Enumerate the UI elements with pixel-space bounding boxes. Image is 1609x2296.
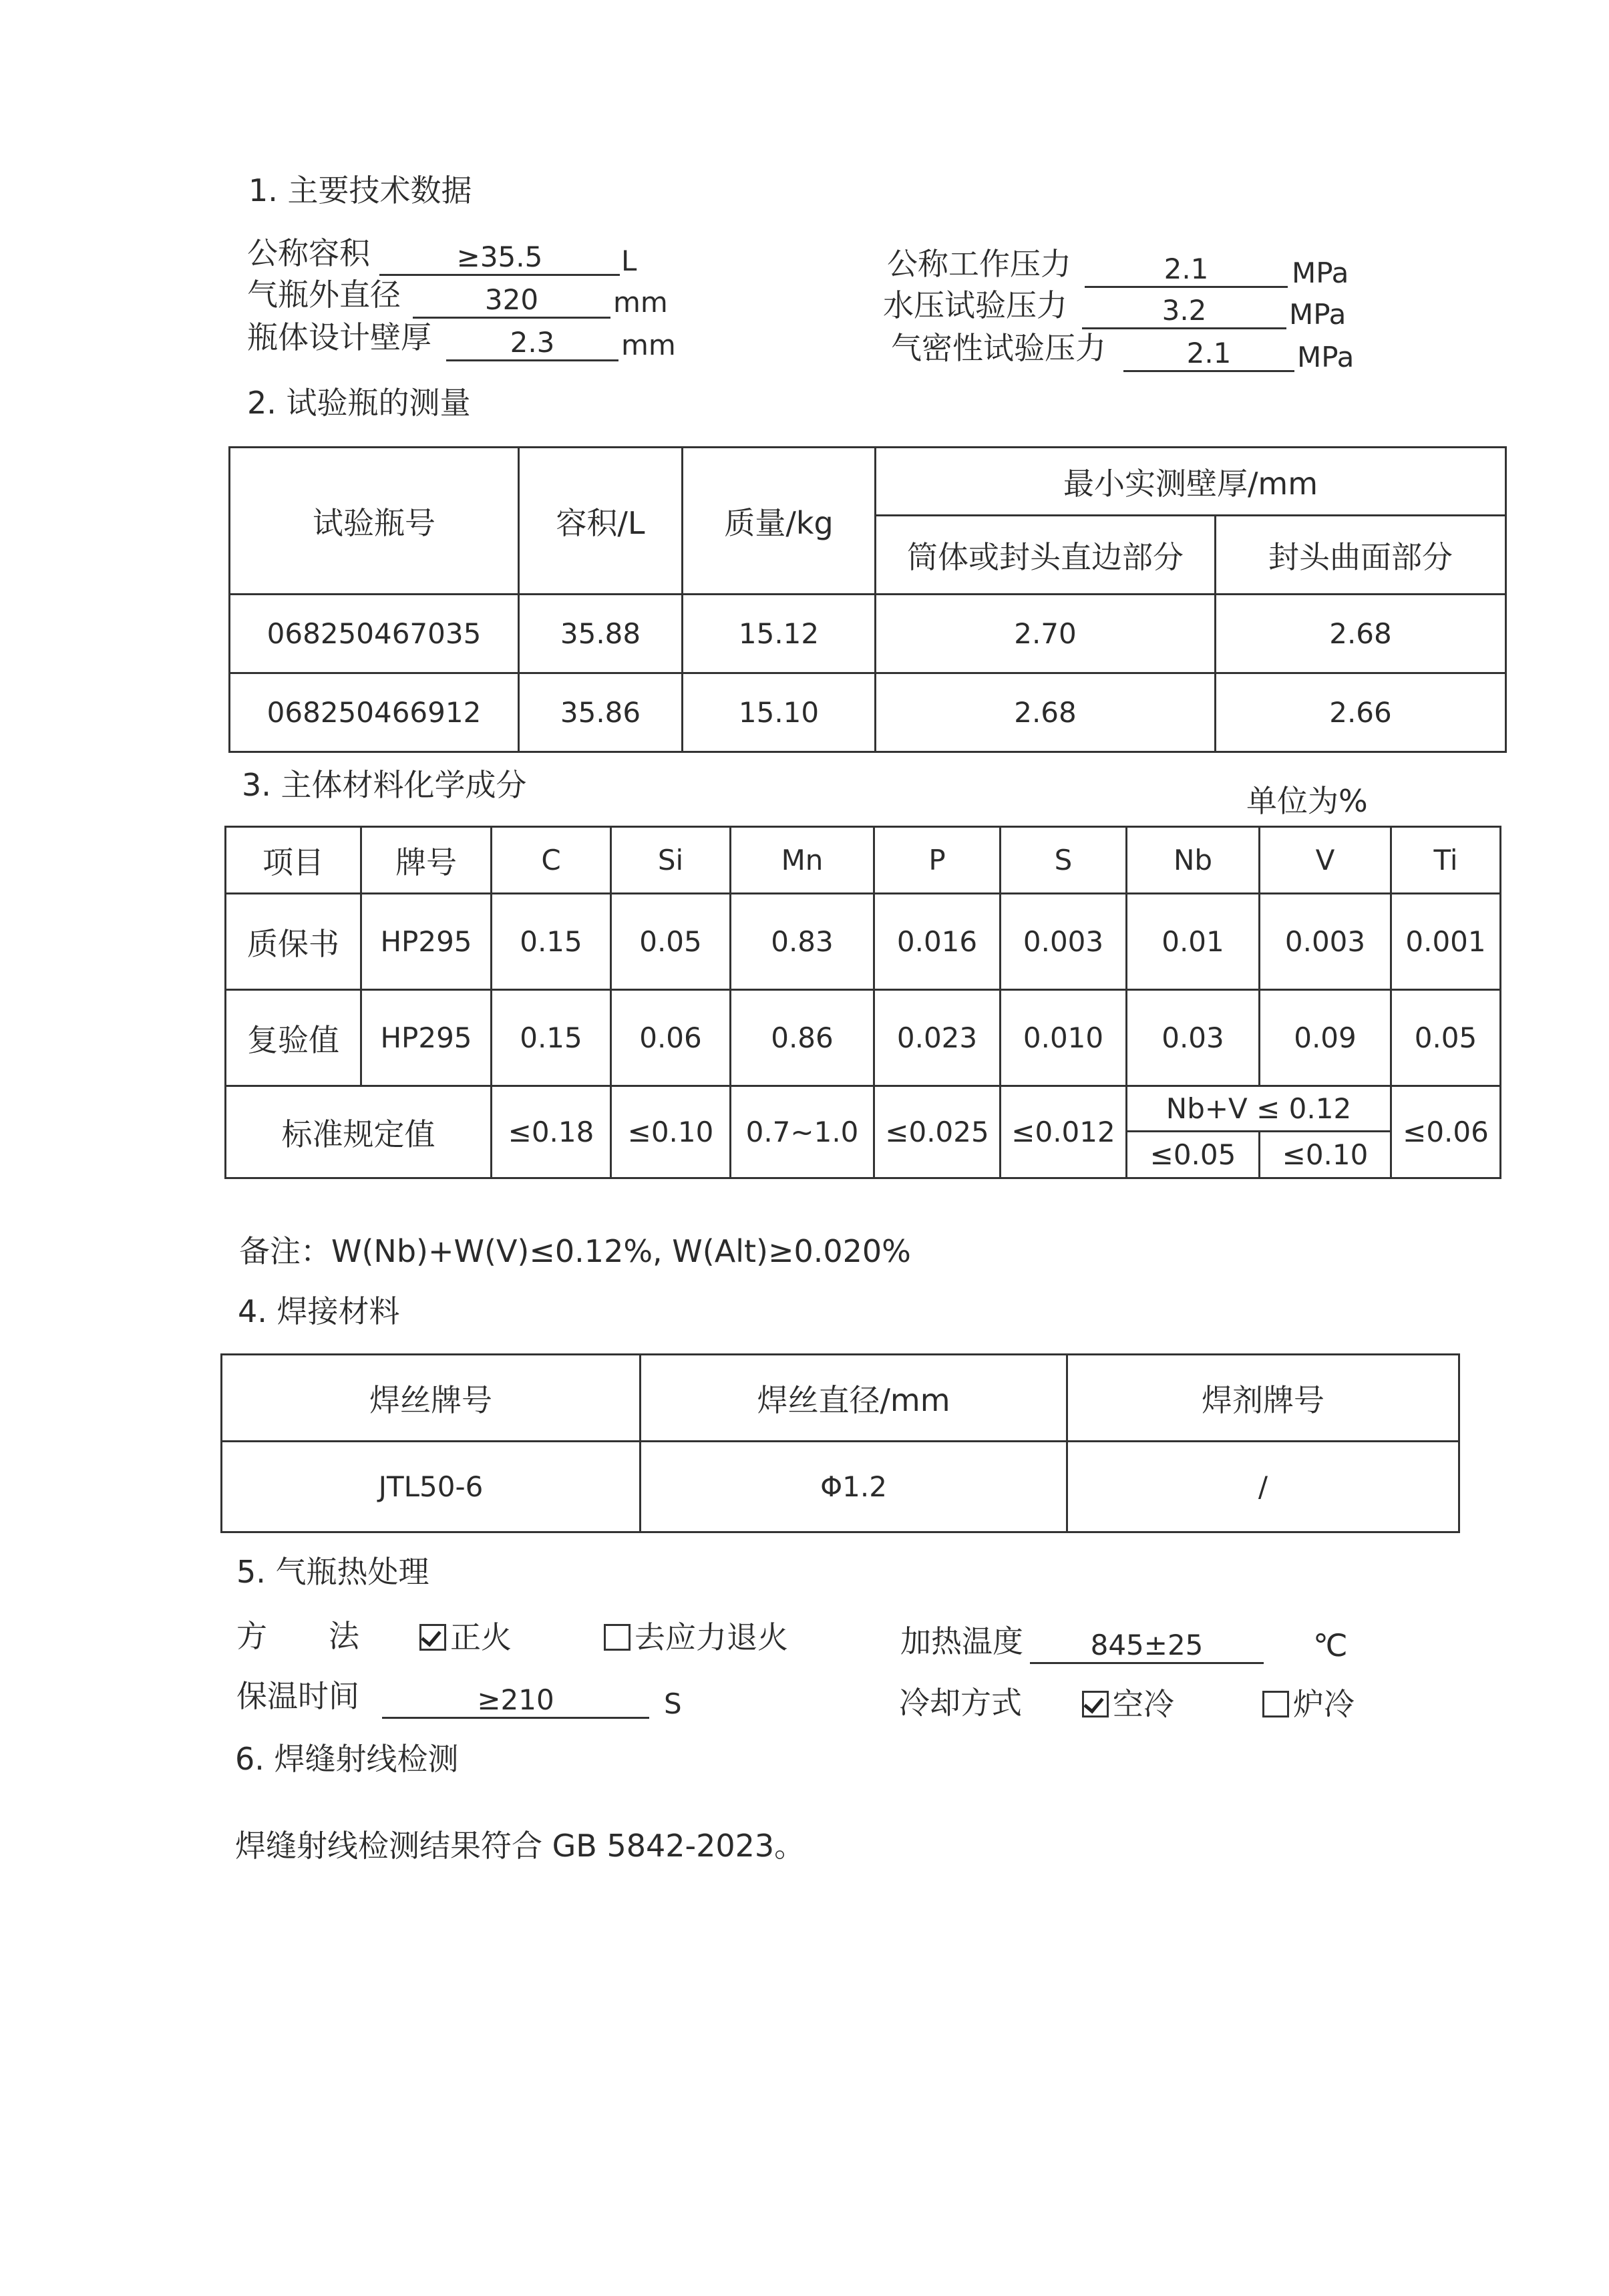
unchecked-box-icon[interactable] <box>604 1624 631 1651</box>
body-thickness: 2.68 <box>876 673 1216 752</box>
header-wire-diameter: 焊丝直径/mm <box>641 1355 1067 1442</box>
nominal-volume-label: 公称容积 <box>247 235 370 271</box>
header-v: V <box>1260 827 1391 894</box>
v-value: 0.003 <box>1260 894 1391 990</box>
s-value: 0.003 <box>1001 894 1127 990</box>
mass: 15.10 <box>683 673 876 752</box>
nbv-standard: Nb+V ≤ 0.12 <box>1127 1086 1391 1132</box>
cooling-air-label: 空冷 <box>1113 1686 1174 1722</box>
checked-box-icon[interactable] <box>419 1624 446 1651</box>
v-value: 0.09 <box>1260 990 1391 1086</box>
v-standard: ≤0.10 <box>1260 1132 1391 1178</box>
heat-temp-unit: ℃ <box>1313 1627 1348 1663</box>
section5-heading: 5. 气瓶热处理 <box>236 1554 429 1590</box>
leak-pressure-unit: MPa <box>1297 341 1355 373</box>
unit-note: 单位为% <box>1246 783 1368 819</box>
method-normalizing-label: 正火 <box>450 1619 512 1655</box>
checked-box-icon[interactable] <box>1082 1691 1109 1717</box>
c-value: 0.15 <box>492 990 611 1086</box>
cooling-label: 冷却方式 <box>899 1685 1022 1721</box>
section3-heading: 3. 主体材料化学成分 <box>242 767 527 803</box>
c-value: 0.15 <box>492 894 611 990</box>
radiography-result: 焊缝射线检测结果符合 GB 5842-2023。 <box>235 1828 806 1864</box>
heat-temp-value: 845±25 <box>1030 1631 1264 1664</box>
wire-grade: JTL50-6 <box>222 1442 641 1532</box>
composition-note: 备注：W(Nb)+W(V)≤0.12%, W(Alt)≥0.020% <box>239 1233 911 1269</box>
hold-time-value: ≥210 <box>382 1686 649 1719</box>
nb-value: 0.03 <box>1127 990 1260 1086</box>
head-thickness: 2.68 <box>1216 595 1506 673</box>
row-label: 质保书 <box>226 894 361 990</box>
header-wire-grade: 焊丝牌号 <box>222 1355 641 1442</box>
method-normalizing[interactable] <box>419 1619 512 1655</box>
working-pressure-unit: MPa <box>1292 257 1349 289</box>
header-cylinder-id: 试验瓶号 <box>230 448 519 595</box>
table-row <box>230 673 1506 752</box>
wall-thickness-unit: mm <box>621 329 676 361</box>
header-body-part: 筒体或封头直边部分 <box>876 516 1216 595</box>
volume: 35.86 <box>519 673 683 752</box>
outer-diameter-value: 320 <box>413 286 610 319</box>
header-grade: 牌号 <box>361 827 492 894</box>
cooling-furnace[interactable] <box>1262 1686 1355 1722</box>
table-row <box>222 1442 1459 1532</box>
section1-heading: 1. 主要技术数据 <box>248 172 472 208</box>
chemical-composition-table <box>224 826 1501 1179</box>
table-row <box>226 990 1501 1086</box>
ti-standard: ≤0.06 <box>1391 1086 1501 1178</box>
body-thickness: 2.70 <box>876 595 1216 673</box>
section6-heading: 6. 焊缝射线检测 <box>235 1741 459 1777</box>
outer-diameter-label: 气瓶外直径 <box>247 277 401 313</box>
s-value: 0.010 <box>1001 990 1127 1086</box>
hydro-pressure-label: 水压试验压力 <box>883 287 1067 323</box>
leak-pressure-label: 气密性试验压力 <box>891 330 1106 366</box>
hold-time-unit: S <box>664 1687 682 1720</box>
header-min-thickness: 最小实测壁厚/mm <box>876 448 1506 516</box>
wire-diameter: Φ1.2 <box>641 1442 1067 1532</box>
standard-label: 标准规定值 <box>226 1086 492 1178</box>
nominal-volume-unit: L <box>621 244 637 277</box>
header-nb: Nb <box>1127 827 1260 894</box>
leak-pressure-value: 2.1 <box>1123 339 1294 372</box>
outer-diameter-unit: mm <box>613 286 668 319</box>
header-mn: Mn <box>731 827 874 894</box>
cooling-air[interactable] <box>1082 1686 1174 1722</box>
hydro-pressure-unit: MPa <box>1289 298 1347 331</box>
c-standard: ≤0.18 <box>492 1086 611 1178</box>
s-standard: ≤0.012 <box>1001 1086 1127 1178</box>
working-pressure-label: 公称工作压力 <box>887 246 1071 282</box>
grade: HP295 <box>361 894 492 990</box>
table-row <box>226 894 1501 990</box>
volume: 35.88 <box>519 595 683 673</box>
working-pressure-value: 2.1 <box>1085 255 1288 288</box>
cylinder-measurement-table <box>228 446 1507 753</box>
method-label: 方 法 <box>236 1618 359 1654</box>
row-label: 复验值 <box>226 990 361 1086</box>
table-row <box>230 595 1506 673</box>
header-s: S <box>1001 827 1127 894</box>
si-value: 0.05 <box>611 894 731 990</box>
p-value: 0.023 <box>874 990 1001 1086</box>
header-flux-grade: 焊剂牌号 <box>1067 1355 1459 1442</box>
si-standard: ≤0.10 <box>611 1086 731 1178</box>
mn-value: 0.86 <box>731 990 874 1086</box>
nominal-volume-value: ≥35.5 <box>379 243 620 276</box>
cylinder-id: 068250467035 <box>230 595 519 673</box>
header-p: P <box>874 827 1001 894</box>
ti-value: 0.05 <box>1391 990 1501 1086</box>
method-stress-relief-label: 去应力退火 <box>635 1619 788 1655</box>
wall-thickness-label: 瓶体设计壁厚 <box>247 319 431 355</box>
header-volume: 容积/L <box>519 448 683 595</box>
mass: 15.12 <box>683 595 876 673</box>
head-thickness: 2.66 <box>1216 673 1506 752</box>
nb-standard: ≤0.05 <box>1127 1132 1260 1178</box>
section2-heading: 2. 试验瓶的测量 <box>247 385 471 421</box>
hold-time-label: 保温时间 <box>236 1678 359 1714</box>
heat-temp-label: 加热温度 <box>900 1623 1023 1659</box>
flux-grade: / <box>1067 1442 1459 1532</box>
ti-value: 0.001 <box>1391 894 1501 990</box>
mn-standard: 0.7~1.0 <box>731 1086 874 1178</box>
header-head-part: 封头曲面部分 <box>1216 516 1506 595</box>
si-value: 0.06 <box>611 990 731 1086</box>
method-stress-relief[interactable] <box>604 1619 788 1655</box>
hydro-pressure-value: 3.2 <box>1082 297 1286 329</box>
welding-material-table <box>220 1353 1460 1533</box>
standard-row <box>226 1086 1501 1132</box>
cylinder-id: 068250466912 <box>230 673 519 752</box>
section4-heading: 4. 焊接材料 <box>238 1293 400 1329</box>
cooling-furnace-label: 炉冷 <box>1293 1686 1355 1722</box>
grade: HP295 <box>361 990 492 1086</box>
header-si: Si <box>611 827 731 894</box>
p-value: 0.016 <box>874 894 1001 990</box>
nb-value: 0.01 <box>1127 894 1260 990</box>
header-c: C <box>492 827 611 894</box>
header-mass: 质量/kg <box>683 448 876 595</box>
mn-value: 0.83 <box>731 894 874 990</box>
unchecked-box-icon[interactable] <box>1262 1691 1289 1717</box>
header-item: 项目 <box>226 827 361 894</box>
header-ti: Ti <box>1391 827 1501 894</box>
p-standard: ≤0.025 <box>874 1086 1001 1178</box>
wall-thickness-value: 2.3 <box>446 329 618 361</box>
